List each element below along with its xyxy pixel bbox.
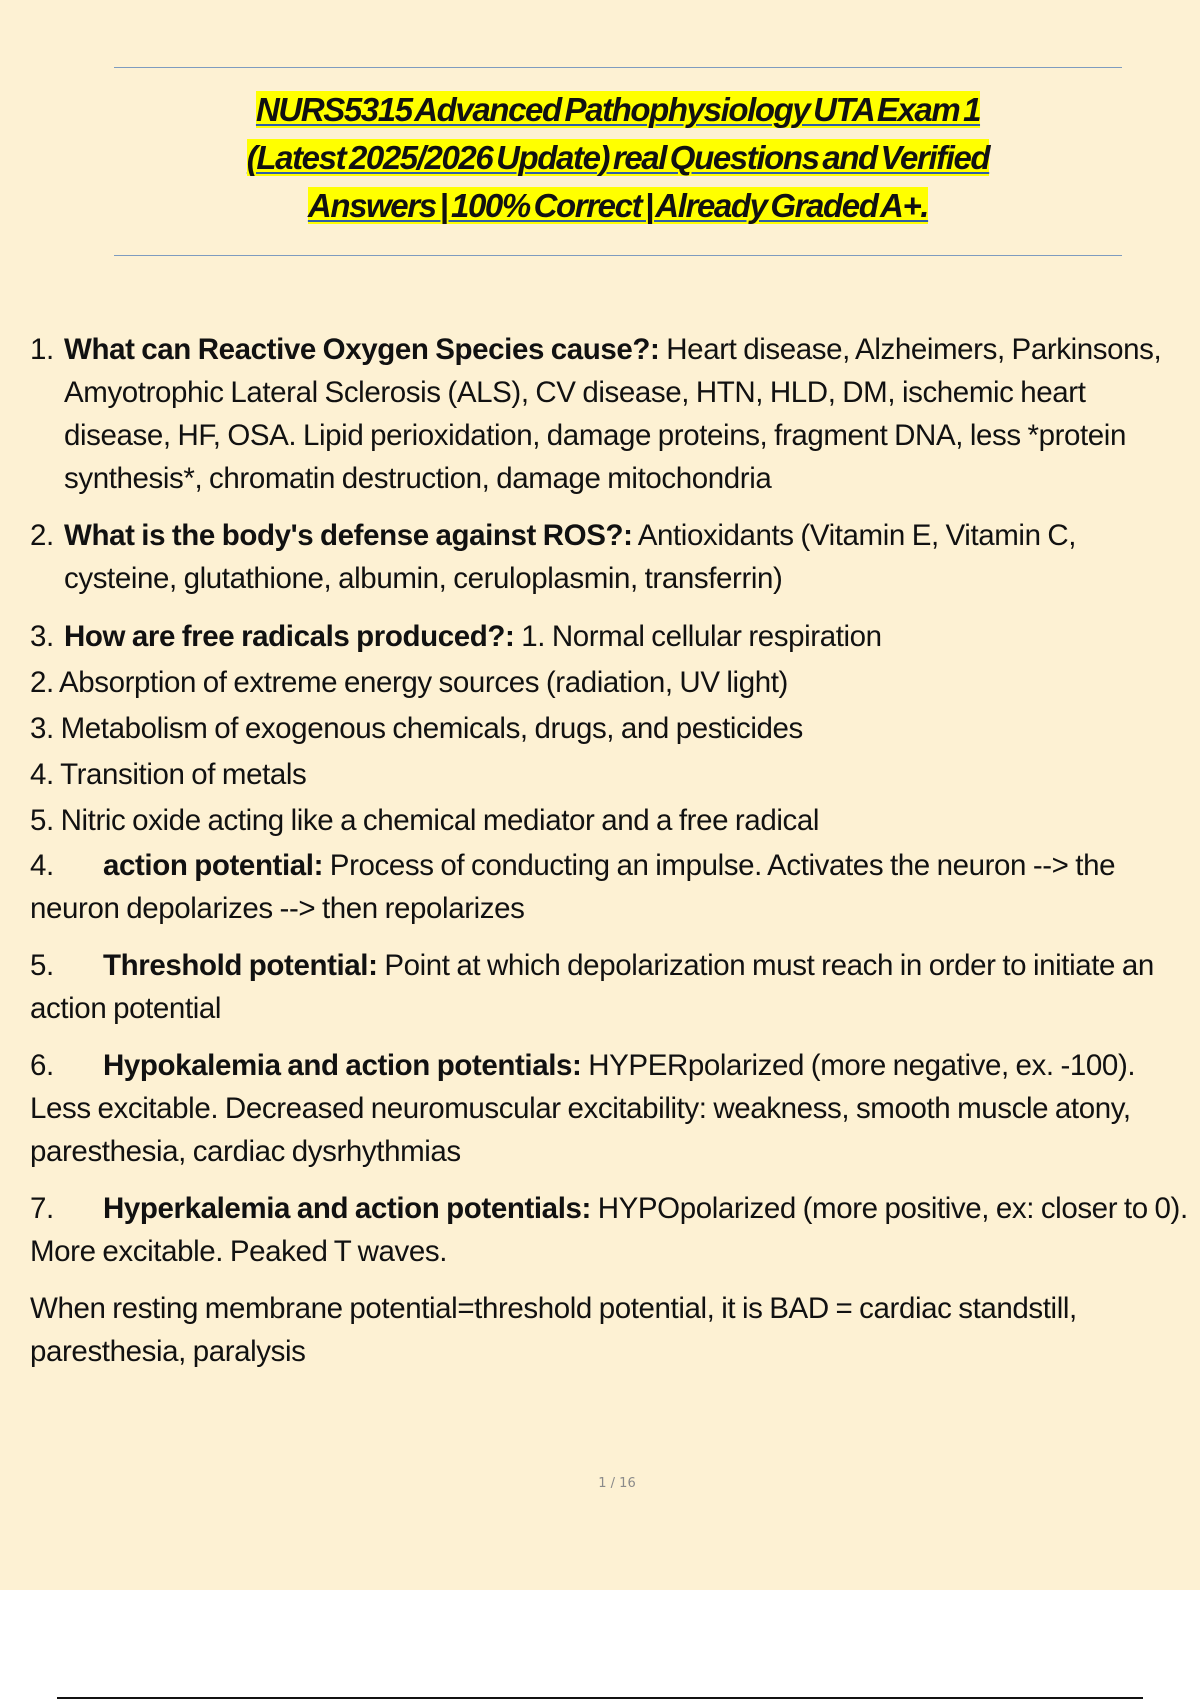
item-answer: Point at which depolarization must reach in order to initiate an action potential	[30, 949, 1154, 1025]
item-question: What is the body's defense against ROS?:	[64, 519, 633, 552]
item-number: 7.	[30, 1192, 54, 1225]
qa-list	[30, 328, 1190, 1373]
item-number: 6.	[30, 1049, 54, 1082]
sub-item: 4. Transition of metals	[30, 758, 307, 791]
sub-item: 3. Metabolism of exogenous chemicals, drugs, and pesticides	[30, 712, 803, 745]
item-question: What can Reactive Oxygen Species cause?:	[64, 333, 660, 366]
title-top-rule	[114, 67, 1122, 68]
item-answer: HYPOpolarized (more positive, ex: closer to 0). More excitable. Peaked T waves.	[30, 1192, 1188, 1268]
qa-item-6	[30, 1044, 1190, 1173]
closing-note: When resting membrane potential=threshold potential, it is BAD = cardiac standstill, paresthesia, paralysis	[30, 1292, 1077, 1368]
item-answer: Heart disease, Alzheimers, Parkinsons, Amyotrophic Lateral Sclerosis (ALS), CV disease, HTN, HLD, DM, ischemic heart disease, HF, OSA. Lipid perioxidation, damage proteins, fragment DNA, less *protein synthesis*, chromatin destruction, damage mitochondria	[64, 333, 1162, 495]
title-line-1: NURS5315 Advanced Pathophysiology UTA Exam 1	[255, 91, 981, 128]
title-line-3: Answers | 100% Correct | Already Graded A+.	[307, 187, 929, 224]
qa-item-3	[30, 614, 1190, 660]
item-number: 1.	[30, 333, 54, 366]
item-question: Threshold potential:	[103, 949, 378, 982]
item-answer: HYPERpolarized (more negative, ex. -100). Less excitable. Decreased neuromuscular excitability: weakness, smooth muscle atony, paresthesia, cardiac dysrhythmias	[30, 1049, 1136, 1168]
item-answer: Antioxidants (Vitamin E, Vitamin C, cysteine, glutathione, albumin, ceruloplasmin, transferrin)	[64, 519, 1077, 595]
item-question: Hypokalemia and action potentials:	[103, 1049, 582, 1082]
sub-item: 5. Nitric oxide acting like a chemical mediator and a free radical	[30, 804, 819, 837]
item-number: 3.	[30, 620, 54, 653]
document-title	[114, 86, 1122, 230]
title-line-2: (Latest 2025/2026 Update) real Questions and Verified	[246, 139, 990, 176]
item-number: 5.	[30, 949, 54, 982]
sub-item: 2. Absorption of extreme energy sources (radiation, UV light)	[30, 666, 788, 699]
item-answer: 1. Normal cellular respiration	[514, 620, 882, 653]
item-answer: Process of conducting an impulse. Activates the neuron --> the neuron depolarizes --> then repolarizes	[30, 849, 1116, 925]
qa-item-2	[30, 514, 1190, 600]
qa-item-5	[30, 944, 1190, 1030]
qa-item-4	[30, 844, 1190, 930]
item-question: Hyperkalemia and action potentials:	[103, 1192, 591, 1225]
title-bottom-rule	[114, 255, 1122, 256]
page-number: 1 / 16	[598, 1476, 636, 1491]
qa-item-1	[30, 328, 1190, 500]
qa-item-7	[30, 1187, 1190, 1273]
item-question: action potential:	[103, 849, 324, 882]
item-number: 4.	[30, 849, 54, 882]
next-page-edge	[57, 1697, 1143, 1699]
item-question: How are free radicals produced?:	[64, 620, 515, 653]
item-number: 2.	[30, 519, 54, 552]
